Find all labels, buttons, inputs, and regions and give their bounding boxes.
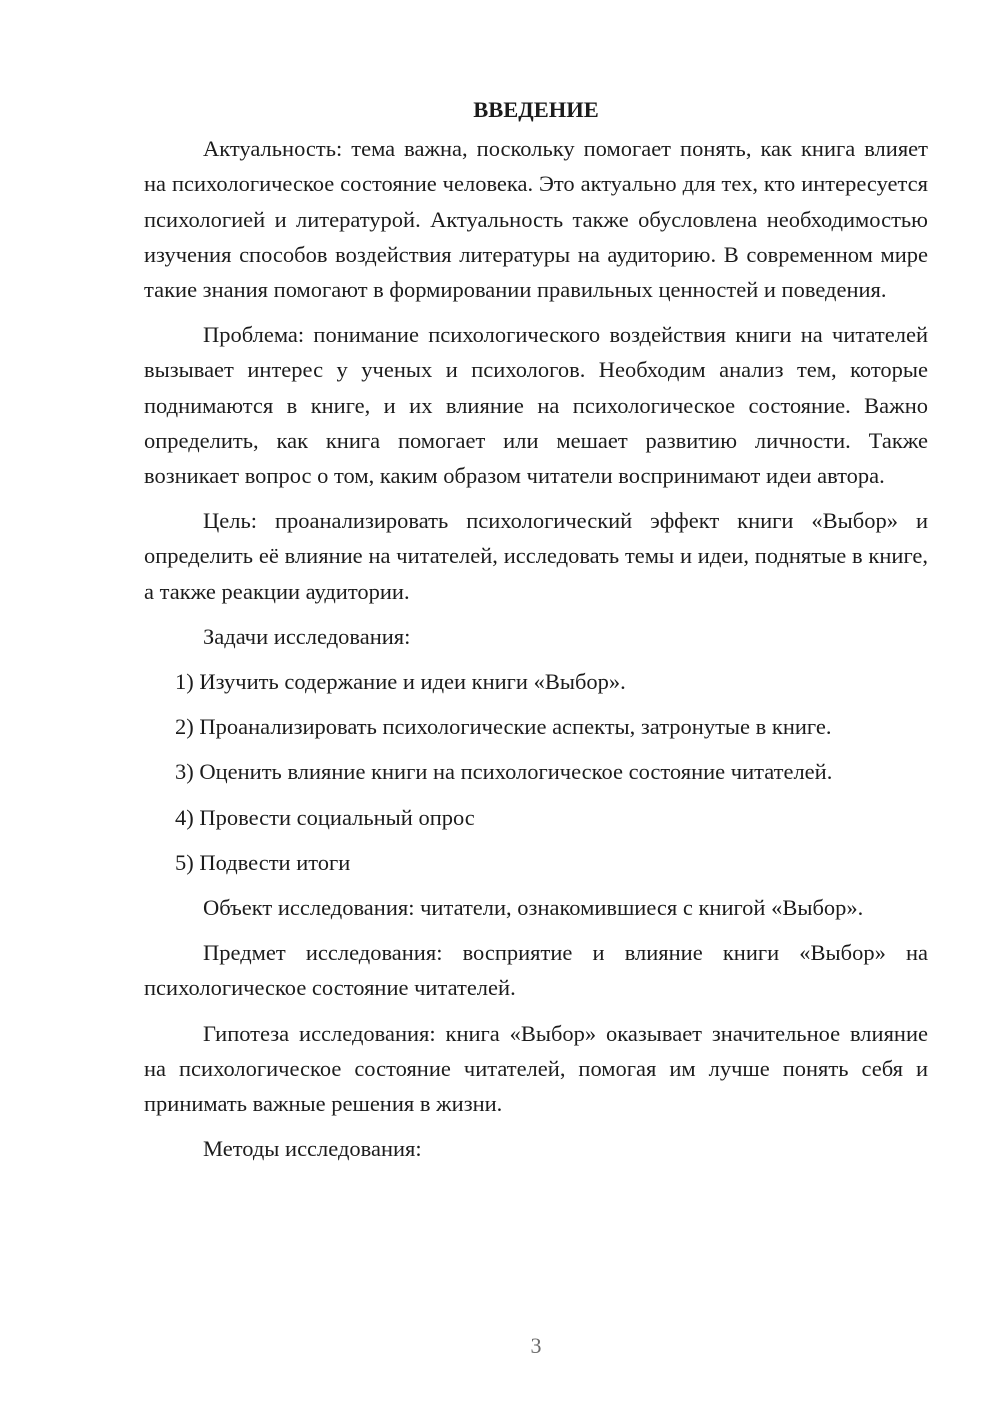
paragraph-methods: Методы исследования: [203,1136,422,1162]
paragraph-problem: Проблема: понимание психологического воздействия книги на читателей вызывает интерес у ученых и психологов. Необходим анализ тем, которые поднимаются в книге, и их влияние на психологическое состояние. Важно определить, как книга помогает или мешает развитию личности. Также возникает вопрос о том, каким образом читатели воспринимают идеи автора. [144,322,928,489]
page-content [144,92,928,1176]
paragraph-hypothesis: Гипотеза исследования: книга «Выбор» оказывает значительное влияние на психологическое состояние читателей, помогая им лучше понять себя и принимать важные решения в жизни. [144,1020,928,1117]
task-item: 4) Провести социальный опрос [175,804,475,830]
paragraph-tasks-intro: Задачи исследования: [203,623,411,649]
paragraph-object: Объект исследования: читатели, ознакомившиеся с книгой «Выбор». [203,895,864,921]
section-heading: ВВЕДЕНИЕ [473,97,599,122]
paragraph-relevance: Актуальность: тема важна, поскольку помогает понять, как книга влияет на психологическое состояние человека. Это актуально для тех, кто интересуется психологией и литературой. Актуальность также обусловлена необходимостью изучения способов воздействия литературы на аудиторию. В современном мире такие знания помогают в формировании правильных ценностей и поведения. [144,136,928,303]
task-item: 1) Изучить содержание и идеи книги «Выбор». [175,669,626,695]
page-number: 3 [530,1333,542,1358]
task-item: 2) Проанализировать психологические аспекты, затронутые в книге. [175,714,832,740]
task-item: 5) Подвести итоги [175,849,351,875]
paragraph-goal: Цель: проанализировать психологический эффект книги «Выбор» и определить её влияние на читателей, исследовать темы и идеи, поднятые в книге, а также реакции аудитории. [144,508,928,604]
task-item: 3) Оценить влияние книги на психологическое состояние читателей. [175,759,833,785]
paragraph-subject: Предмет исследования: восприятие и влияние книги «Выбор» на психологическое состояние читателей. [144,940,928,1001]
